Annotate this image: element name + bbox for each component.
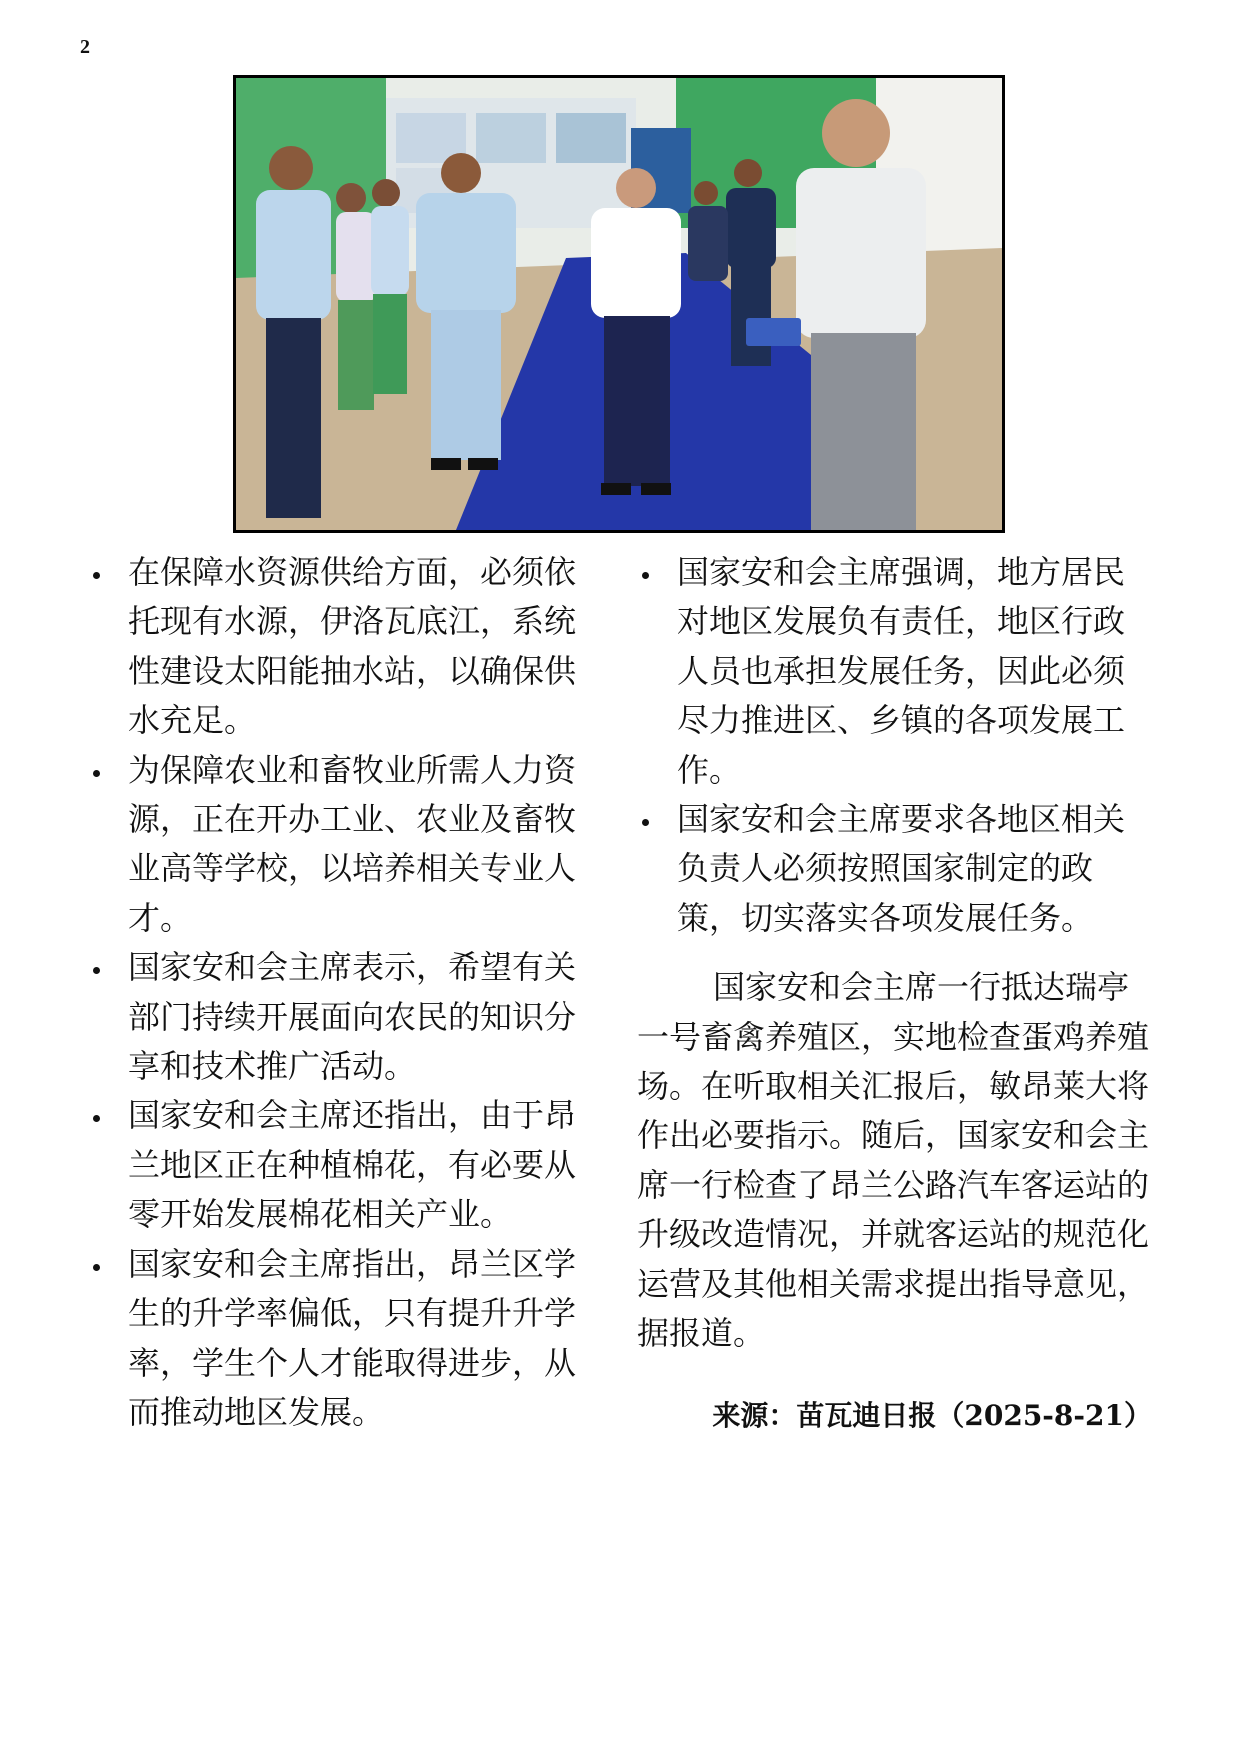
list-item: 国家安和会主席指出，昂兰区学生的升学率偏低，只有提升升学率，学生个人才能取得进步，从而推动地区发展。	[88, 1240, 606, 1438]
list-item: 国家安和会主席要求各地区相关负责人必须按照国家制定的政策，切实落实各项发展任务。	[637, 795, 1155, 943]
page-number: 2	[80, 36, 90, 58]
right-column	[637, 548, 1157, 1440]
right-bullet-list	[637, 548, 1157, 943]
news-photo	[233, 75, 1005, 533]
body-paragraph: 国家安和会主席一行抵达瑞亭一号畜禽养殖区，实地检查蛋鸡养殖场。在听取相关汇报后，敏昂莱大将作出必要指示。随后，国家安和会主席一行检查了昂兰公路汽车客运站的升级改造情况，并就客运站的规范化运营及其他相关需求提出指导意见，据报道。	[637, 968, 1150, 1353]
list-item: 在保障水资源供给方面，必须依托现有水源，伊洛瓦底江，系统性建设太阳能抽水站，以确保供水充足。	[88, 548, 606, 746]
list-item: 为保障农业和畜牧业所需人力资源，正在开办工业、农业及畜牧业高等学校，以培养相关专业人才。	[88, 746, 606, 944]
list-item: 国家安和会主席强调，地方居民对地区发展负有责任，地区行政人员也承担发展任务，因此必须尽力推进区、乡镇的各项发展工作。	[637, 548, 1155, 795]
left-bullet-list	[88, 548, 608, 1437]
list-item: 国家安和会主席还指出，由于昂兰地区正在种植棉花，有必要从零开始发展棉花相关产业。	[88, 1091, 606, 1239]
source-citation: 来源：苗瓦迪日报（2025-8-21）	[712, 1398, 1152, 1432]
left-column	[88, 548, 608, 1437]
photo-image	[236, 78, 1002, 530]
list-item: 国家安和会主席表示，希望有关部门持续开展面向农民的知识分享和技术推广活动。	[88, 943, 606, 1091]
